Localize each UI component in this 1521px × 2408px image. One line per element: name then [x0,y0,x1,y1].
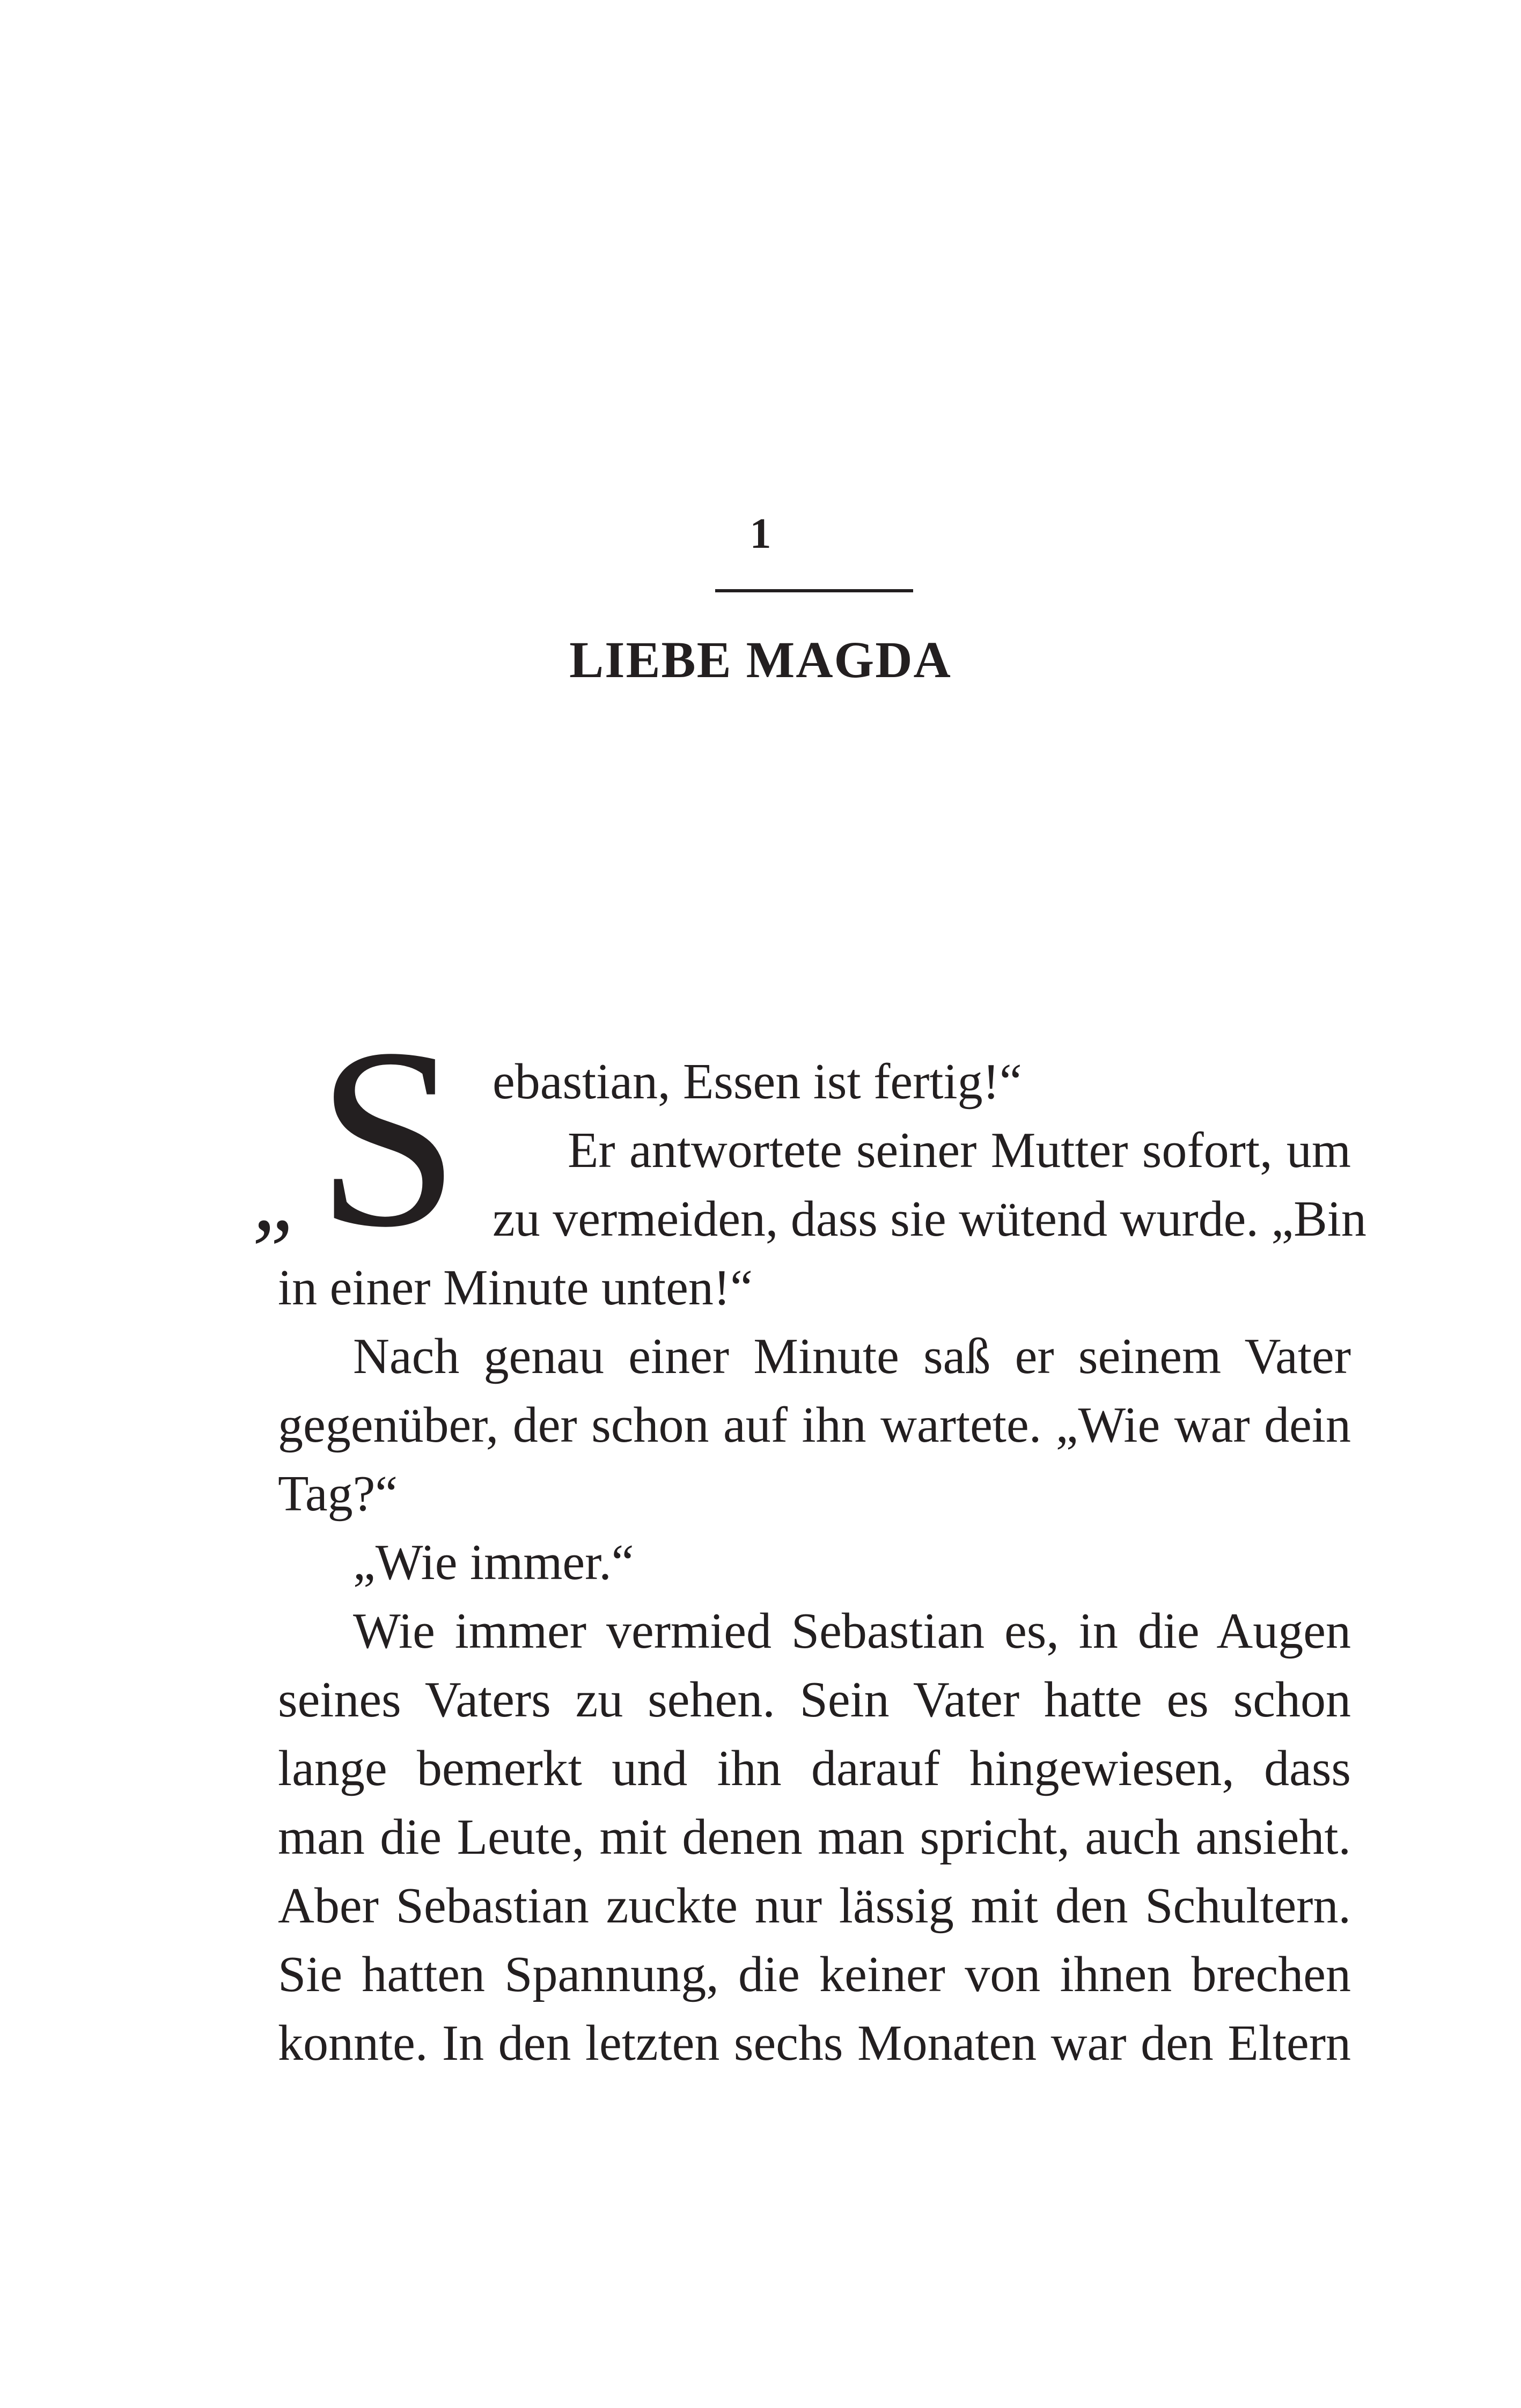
text-line: Tag?“ [278,1466,398,1522]
text-line: gegenüber, der schon auf ihn wartete. „Wie war dein [278,1397,1351,1453]
text-line: konnte. In den letzten sechs Monaten war den Eltern [278,2015,1351,2071]
text-line: Wie immer vermied Sebastian es, in die Augen [353,1603,1351,1659]
text-line: in einer Minute unten!“ [278,1260,753,1316]
text-line: Er antwortete seiner Mutter sofort, um [568,1122,1351,1178]
chapter-title: LIEBE MAGDA [569,631,952,688]
text-line: lange bemerkt und ihn darauf hingewiesen, dass [278,1741,1351,1796]
text-line: zu vermeiden, dass sie wütend wurde. „Bin [493,1191,1366,1247]
chapter-number: 1 [750,510,771,557]
opening-quote-mark: „ [252,1149,303,1250]
body-text [278,1047,1366,2077]
drop-cap: S [317,995,460,1280]
text-line: seines Vaters zu sehen. Sein Vater hatte es schon [278,1672,1351,1728]
text-line: Nach genau einer Minute saß er seinem Vater [353,1328,1351,1384]
text-line: ebastian, Essen ist fertig!“ [493,1054,1022,1110]
text-line: Aber Sebastian zuckte nur lässig mit den Schultern. [278,1878,1351,1934]
text-line: man die Leute, mit denen man spricht, auch ansieht. [278,1809,1351,1865]
chapter-rule [715,589,913,592]
text-line: Sie hatten Spannung, die keiner von ihnen brechen [278,1947,1351,2002]
text-line: „Wie immer.“ [353,1535,634,1590]
